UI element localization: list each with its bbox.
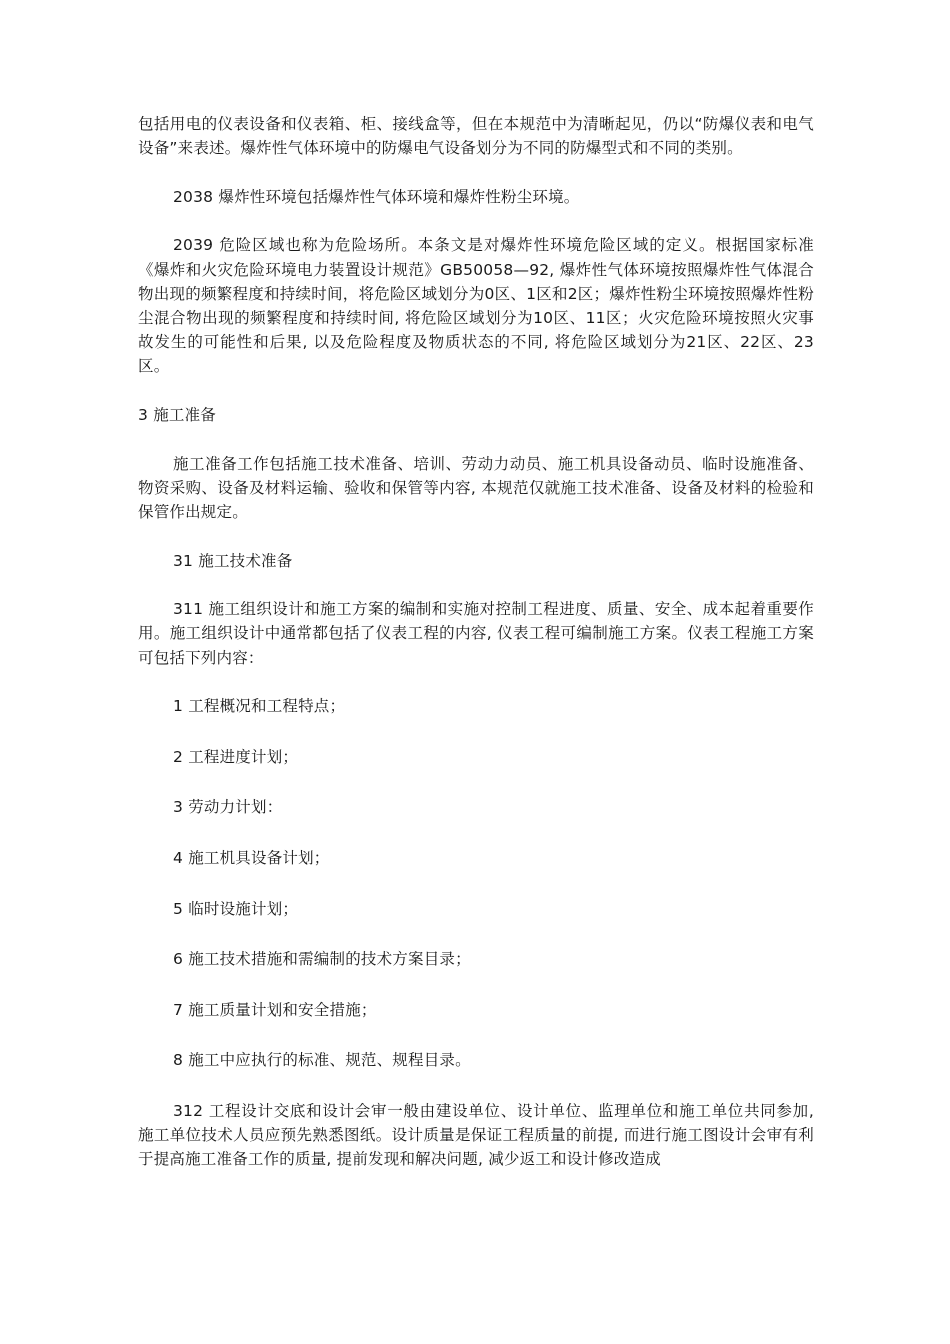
list-item: 5 临时设施计划；	[173, 899, 299, 918]
list-item: 4 施工机具设备计划；	[173, 848, 330, 867]
list-item: 6 施工技术措施和需编制的技术方案目录；	[173, 950, 471, 969]
list-item: 8 施工中应执行的标准、规范、规程目录。	[173, 1051, 471, 1070]
paragraph-311: 311 施工组织设计和施工方案的编制和实施对控制工程进度、质量、安全、成本起着重要作用。施工组织设计中通常都包括了仪表工程的内容, 仪表工程可编制施工方案。仪表工程施工方案可包括下列内容：	[138, 600, 814, 667]
section-heading-3: 3 施工准备	[138, 406, 216, 424]
paragraph-construction-preparation: 施工准备工作包括施工技术准备、培训、劳动力动员、施工机具设备动员、临时设施准备、物资采购、设备及材料运输、验收和保管等内容, 本规范仅就施工技术准备、设备及材料的检验和保管作出规定。	[138, 454, 814, 521]
paragraph-2038: 2038 爆炸性环境包括爆炸性气体环境和爆炸性粉尘环境。	[173, 187, 580, 206]
list-item: 2 工程进度计划；	[173, 747, 299, 766]
paragraph-312: 312 工程设计交底和设计会审一般由建设单位、设计单位、监理单位和施工单位共同参加, 施工单位技术人员应预先熟悉图纸。设计质量是保证工程质量的前提, 而进行施工图设计会审有利于提高施工准备工作的质量, 提前发现和解决问题, 减少返工和设计修改造成	[138, 1101, 814, 1169]
document-body	[138, 112, 814, 1172]
paragraph-intro-continuation: 包括用电的仪表设备和仪表箱、柜、接线盒等，但在本规范中为清晰起见，仍以“防爆仪表和电气设备”来表述。爆炸性气体环境中的防爆电气设备划分为不同的防爆型式和不同的类别。	[138, 115, 814, 158]
list-item: 7 施工质量计划和安全措施；	[173, 1000, 377, 1019]
list-item: 3 劳动力计划：	[173, 798, 283, 817]
paragraph-2039: 2039 危险区域也称为危险场所。本条文是对爆炸性环境危险区域的定义。根据国家标准《爆炸和火灾危险环境电力装置设计规范》GB50058—92, 爆炸性气体环境按照爆炸性气体混合物出现的频繁程度和持续时间，将危险区域划分为0区、1区和2区；爆炸性粉尘环境按照爆炸性粉尘混合物出现的频繁程度和持续时间, 将危险区域划分为10区、11区；火灾危险环境按照火灾事故发生的可能性和后果, 以及危险程度及物质状态的不同, 将危险区域划分为21区、22区、23区。	[138, 236, 814, 376]
list-item: 1 工程概况和工程特点；	[173, 697, 346, 716]
plan-content-list	[138, 694, 814, 1072]
subsection-heading-31: 31 施工技术准备	[173, 551, 293, 570]
